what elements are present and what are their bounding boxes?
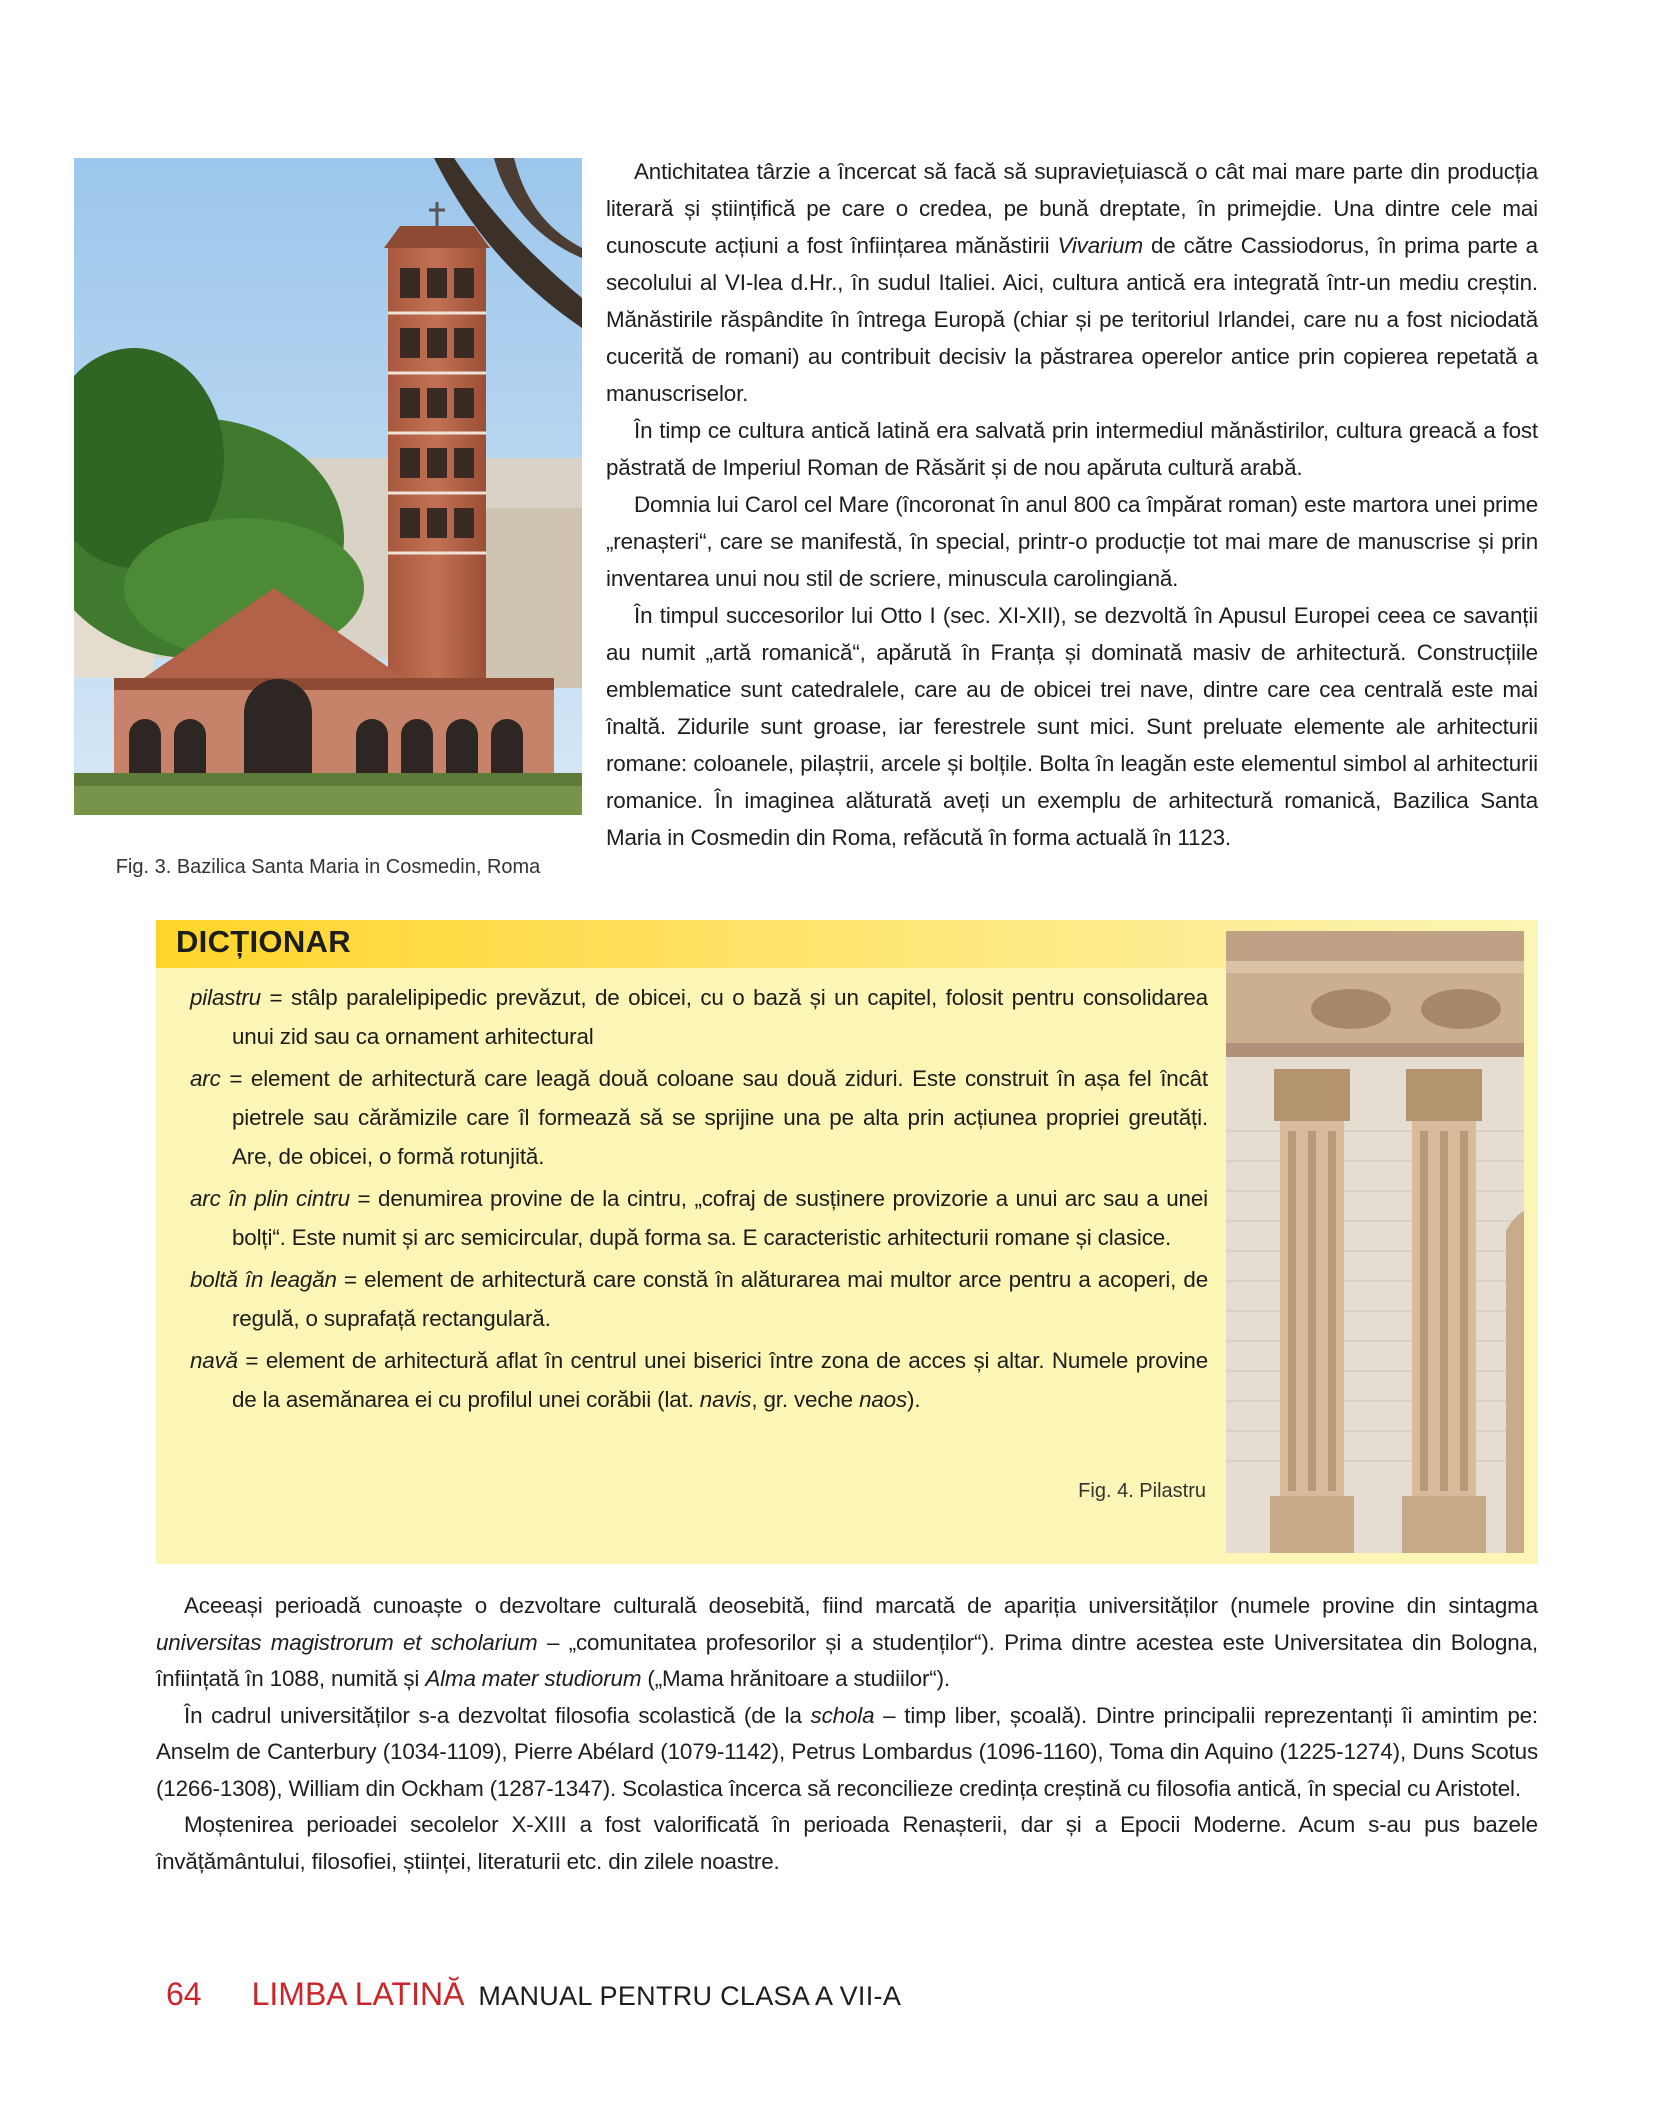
dictionary-entries: [190, 978, 1208, 1422]
page-footer: [166, 1976, 901, 2013]
book-manual-label: MANUAL PENTRU CLASA A VII-A: [478, 1981, 902, 2011]
dictionary-entry-bolta-leagan: boltă în leagăn = element de arhitectură care constă în alăturarea mai multor arce pentru a acoperi, de regulă, o suprafață rectangulară.: [190, 1267, 1208, 1331]
paragraph-carol-cel-mare: Domnia lui Carol cel Mare (încoronat în anul 800 ca împărat roman) este martora unei prime „renașteri“, care se manifestă, în special, printr-o producție tot mai mare de manuscrise și prin inventarea unui nou stil de scriere, minuscula carolingiană.: [606, 492, 1538, 591]
paragraph-mostenire: Moștenirea perioadei secolelor X-XIII a fost valorificată în perioada Renașterii, dar și a Epocii Moderne. Acum s-au pus bazele învățământului, filosofiei, științei, literaturii etc. din zilele noastre.: [156, 1812, 1538, 1874]
paragraph-cultura-antica: În timp ce cultura antică latină era salvată prin intermediul mănăstirilor, cultura greacă a fost păstrată de Imperiul Roman de Răsărit și de nou apăruta cultură arabă.: [606, 418, 1538, 480]
fig4-caption: Fig. 4. Pilastru: [1078, 1480, 1206, 1502]
paragraph-vivarium: Antichitatea târzie a încercat să facă să supraviețuiască o cât mai mare parte din producția literară și științifică pe care o credea, pe bună dreptate, în primejdie. Una dintre cele mai cunoscute acțiuni a fost înființarea mănăstirii Vivarium de către Cassiodorus, în prima parte a secolului al VI-lea d.Hr., în sudul Italiei. Aici, cultura antică era integrată într-un mediu creștin. Mănăstirile răspândite în întrega Europă (chiar și pe teritoriul Irlandei, care nu a fost niciodată cucerită de romani) au contribuit decisiv la păstrarea operelor antice prin copierea repetată a manuscriselor.: [606, 159, 1538, 406]
dictionary-entry-nava: navă = element de arhitectură aflat în centrul unei biserici între zona de acces și altar. Numele provine de la asemănarea ei cu profilul unei corăbii (lat. navis, gr. veche naos).: [190, 1348, 1208, 1412]
fig3-caption: Fig. 3. Bazilica Santa Maria in Cosmedin, Roma: [115, 856, 541, 878]
basilica-illustration: [74, 158, 582, 815]
page-number: 64: [166, 1976, 202, 2012]
dictionary-entry-arc: arc = element de arhitectură care leagă două coloane sau două ziduri. Este construit în așa fel încât pietrele sau cărămizile care îl formează să se sprijine una pe alta prin acțiunea propriei greutăți. Are, de obicei, o formă rotunjită.: [190, 1066, 1208, 1169]
fig3-basilica-photo: [74, 158, 582, 815]
top-text-column: [606, 153, 1538, 856]
dictionary-entry-pilastru: pilastru = stâlp paralelipipedic prevăzut, de obicei, cu o bază și un capitel, folosit pentru consolidarea unui zid sau ca ornament arhitectural: [190, 985, 1208, 1049]
dictionary-title: DICȚIONAR: [176, 924, 351, 959]
paragraph-universitati: Aceeași perioadă cunoaște o dezvoltare culturală deosebită, fiind marcată de apariția universităților (numele provine din sintagma universitas magistrorum et scholarium – „comunitatea profesorilor și a studenților“). Prima dintre acestea este Universitatea din Bologna, înființată în 1088, numită și Alma mater studiorum („Mama hrănitoare a studiilor“).: [156, 1593, 1538, 1691]
book-subject: LIMBA LATINĂ: [251, 1976, 465, 2012]
dictionary-entry-arc-plin-cintru: arc în plin cintru = denumirea provine de la cintru, „cofraj de susținere provizorie a unui arc sau a unei bolți“. Este numit și arc semicircular, după forma sa. E caracteristic arhitecturii romane și clasice.: [190, 1186, 1208, 1250]
paragraph-arta-romanica: În timpul succesorilor lui Otto I (sec. XI-XII), se dezvoltă în Apusul Europei ceea ce savanții au numit „artă romanică“, apărută în Franța și dominată masiv de arhitectură. Construcțiile emblematice sunt catedralele, care au de obicei trei nave, dintre care cea centrală este mai înaltă. Zidurile sunt groase, iar ferestrele sunt mici. Sunt preluate elemente ale arhitecturii romane: coloanele, pilaștrii, arcele și bolțile. Bolta în leagăn este elementul simbol al arhitecturii romanice. În imaginea alăturată aveți un exemplu de arhitectură romanică, Bazilica Santa Maria in Cosmedin din Roma, refăcută în forma actuală în 1123.: [606, 603, 1538, 850]
paragraph-scolastica: În cadrul universităților s-a dezvoltat filosofia scolastică (de la schola – timp liber, școală). Dintre principalii reprezentanți îi amintim pe: Anselm de Canterbury (1034-1109), Pierre Abélard (1079-1142), Petrus Lombardus (1096-1160), Toma din Aquino (1225-1274), Duns Scotus (1266-1308), William din Ockham (1287-1347). Scolastica încerca să reconcilieze credința creștină cu filosofia antică, în special cu Aristotel.: [156, 1702, 1538, 1801]
pilaster-illustration: [1226, 931, 1524, 1553]
fig4-pilaster-photo: [1226, 931, 1524, 1553]
bottom-text-column: [156, 1588, 1538, 1880]
